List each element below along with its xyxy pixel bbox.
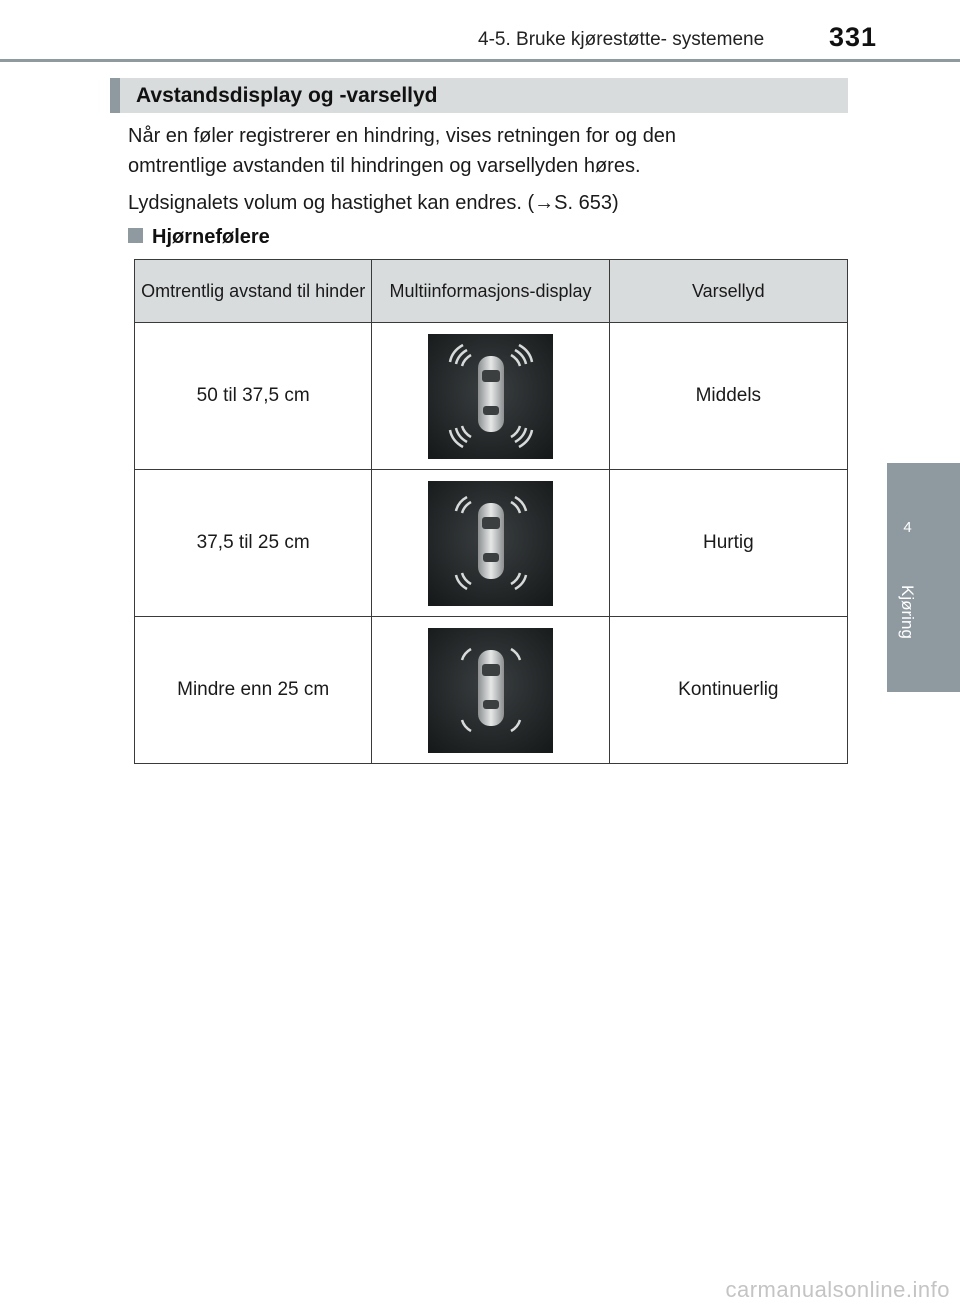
header-sound: Varsellyd [609, 260, 847, 323]
subheading [128, 226, 270, 249]
sound-cell: Kontinuerlig [609, 617, 847, 764]
parking-sensor-display-icon [428, 628, 553, 753]
header-display: Multiinformasjons-display [372, 260, 609, 323]
distance-cell: 37,5 til 25 cm [135, 470, 372, 617]
parking-sensor-display-icon [428, 334, 553, 459]
table-row [135, 617, 848, 764]
parking-sensor-display-icon [428, 481, 553, 606]
chapter-side-tab [887, 463, 960, 692]
corner-sensor-table [134, 259, 848, 764]
bullet-square-icon [128, 228, 143, 243]
page-number: 331 [829, 22, 878, 52]
table-row [135, 323, 848, 470]
section-heading-bar [110, 78, 848, 113]
watermark: carmanualsonline.info [725, 1277, 950, 1302]
subheading-text: Hjørnefølere [152, 226, 270, 248]
sound-cell: Hurtig [609, 470, 847, 617]
paragraph-1-line-2: omtrentlige avstanden til hindringen og varsellyden høres. [128, 155, 641, 177]
sound-cell: Middels [609, 323, 847, 470]
section-heading: Avstandsdisplay og -varsellyd [136, 84, 438, 107]
section-title: 4-5. Bruke kjørestøtte- systemene [478, 29, 765, 50]
header-distance: Omtrentlig avstand til hinder [135, 260, 372, 323]
display-cell [372, 470, 609, 617]
display-cell [372, 617, 609, 764]
paragraph-2: Lydsignalets volum og hastighet kan endres. (→S. 653) [128, 192, 619, 214]
display-cell [372, 323, 609, 470]
chapter-label: Kjøring [898, 585, 917, 639]
table-header-row [135, 260, 848, 323]
table-row [135, 470, 848, 617]
distance-cell: 50 til 37,5 cm [135, 323, 372, 470]
distance-cell: Mindre enn 25 cm [135, 617, 372, 764]
chapter-number: 4 [903, 519, 912, 536]
header-rule [0, 59, 960, 62]
paragraph-1-line-1: Når en føler registrerer en hindring, vises retningen for og den [128, 125, 677, 147]
